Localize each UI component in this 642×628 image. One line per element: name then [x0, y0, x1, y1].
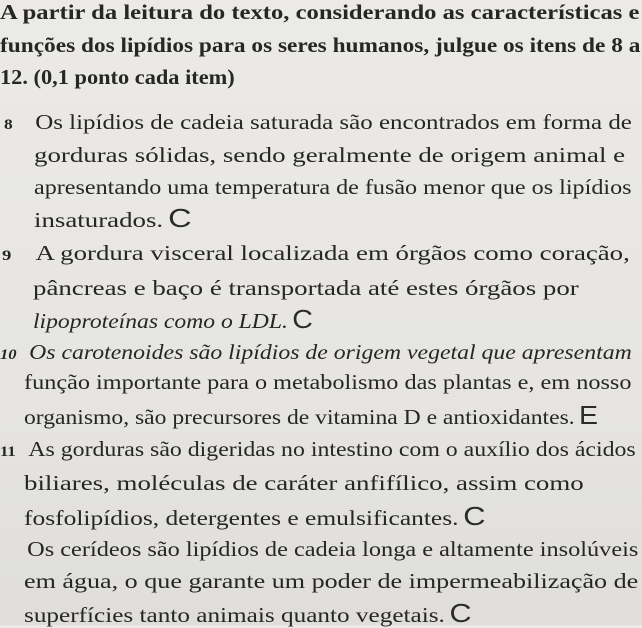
item-9-line-3 — [33, 304, 313, 334]
item-11-text-1: As gorduras são digeridas no intestino com o auxílio dos ácidos — [28, 437, 636, 461]
item-8-text-1: Os lipídios de cadeia saturada são encontrados em forma de — [35, 110, 632, 134]
item-9-answer-mark: C — [292, 304, 313, 334]
question-intro-line-2: funções dos lipídios para os seres humanos, julgue os itens de 8 a — [0, 33, 641, 57]
item-10-line-3 — [24, 400, 599, 430]
item-8-text-4: insaturados. — [34, 208, 164, 232]
item-9-line-2: pâncreas e baço é transportada até estes órgãos por — [33, 276, 579, 300]
item-8-line-3: apresentando uma temperatura de fusão menor que os lipídios — [34, 175, 632, 199]
item-8-answer-mark: C — [168, 203, 192, 233]
item-11-line-2: biliares, moléculas de caráter anfifílico, assim como — [24, 471, 584, 495]
item-8-line-4 — [34, 203, 192, 233]
item-11-line-1 — [0, 437, 636, 464]
item-12-line-3 — [24, 598, 472, 628]
item-8-line-1 — [4, 110, 632, 137]
item-8-number: 8 — [4, 117, 13, 133]
item-11-text-3: fosfolipídios, detergentes e emulsificantes. — [24, 506, 459, 530]
item-10-line-1 — [0, 340, 632, 367]
item-10-text-3: organismo, são precursores de vitamina D e antioxidantes. — [24, 405, 575, 429]
item-11-answer-mark: C — [463, 501, 486, 531]
item-12-text-3: superfícies tanto animais quanto vegetais. — [24, 603, 445, 627]
item-10-answer-mark: E — [579, 400, 599, 430]
item-10-line-2: função importante para o metabolismo das plantas e, em nosso — [24, 370, 632, 394]
item-11-line-3 — [24, 501, 486, 531]
item-12-line-2: em água, o que garante um poder de impermeabilização de — [24, 569, 639, 593]
item-12-answer-mark: C — [449, 598, 472, 628]
item-10-text-1: Os carotenoides são lipídios de origem vegetal que apresentam — [29, 340, 632, 364]
item-9-number: 9 — [2, 248, 12, 264]
item-9-line-1 — [2, 241, 630, 268]
item-11-number: 11 — [0, 444, 16, 460]
question-intro-line-1: A partir da leitura do texto, considerando as características e — [0, 0, 640, 24]
item-12-line-1 — [0, 537, 638, 561]
question-intro-line-3: 12. (0,1 ponto cada item) — [0, 65, 235, 89]
item-8-line-2: gorduras sólidas, sendo geralmente de origem animal e — [34, 143, 626, 167]
item-12-text-1: Os cerídeos são lipídios de cadeia longa e altamente insolúveis — [27, 537, 639, 561]
item-10-number: 10 — [0, 347, 17, 363]
item-9-text-1: A gordura visceral localizada em órgãos como coração, — [35, 241, 630, 265]
item-9-text-3: lipoproteínas como o LDL. — [33, 309, 288, 333]
